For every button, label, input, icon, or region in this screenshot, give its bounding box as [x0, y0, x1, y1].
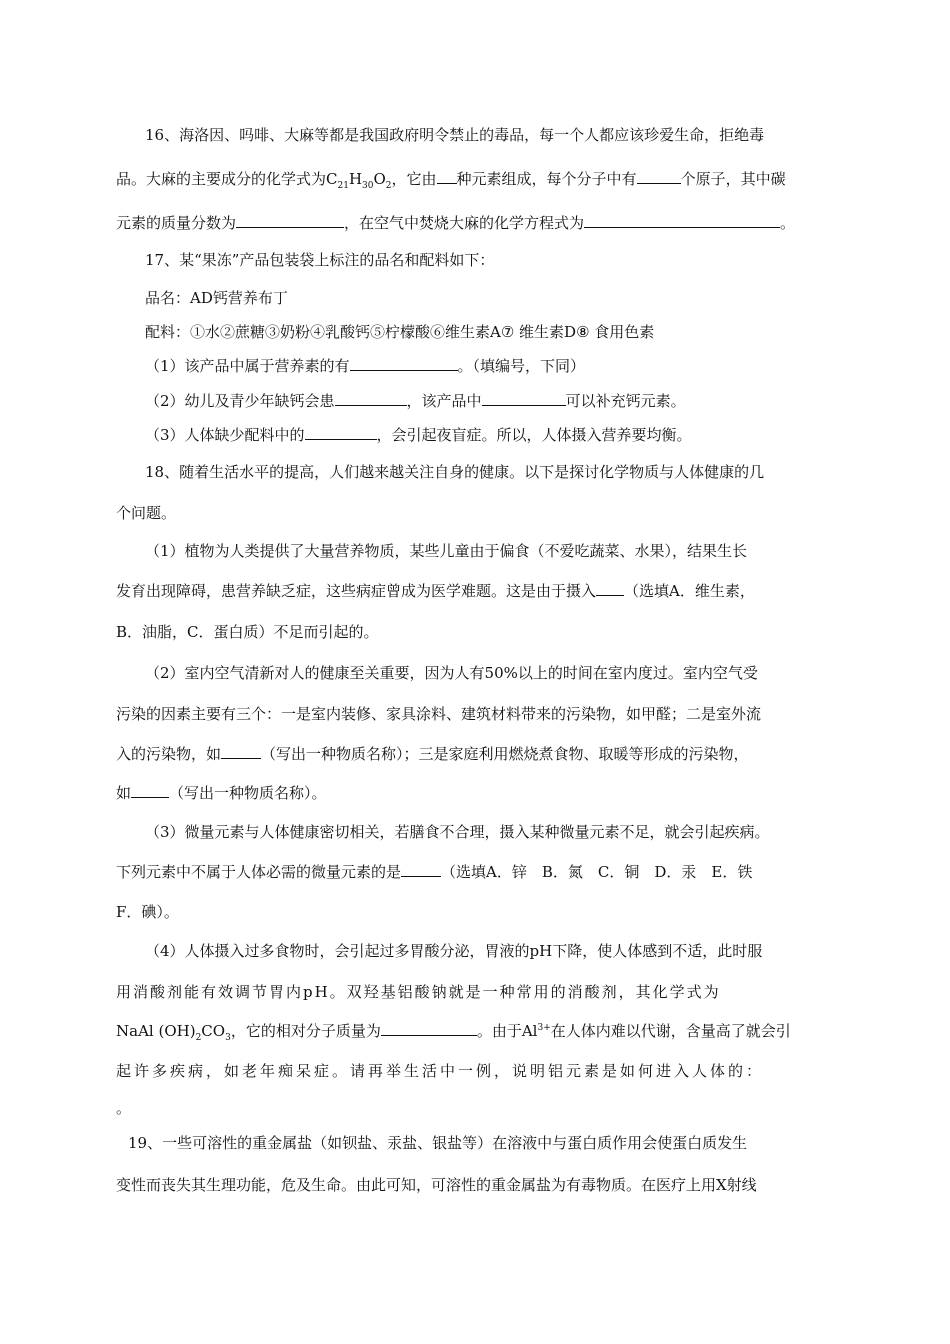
q18-p1-line-3: B．油脂，C．蛋白质）不足而引起的。: [116, 623, 379, 641]
q18-text: （选填A．锌 B．氮 C．铜 D．汞 E．铁: [441, 863, 753, 881]
q16-line-2: [116, 169, 786, 189]
subscript: 2: [195, 1033, 202, 1043]
answer-blank[interactable]: [637, 169, 681, 184]
q16-text: 。: [780, 214, 796, 232]
subscript: 21: [337, 181, 349, 191]
q16-text: 种元素组成，每个分子中有: [456, 170, 637, 188]
q17-intro: 17、某“果冻”产品包装袋上标注的品名和配料如下：: [145, 251, 495, 269]
q18-text: （选填A．维生素，: [624, 582, 755, 600]
q16-text: O: [373, 170, 386, 188]
answer-blank[interactable]: [221, 744, 261, 759]
q16-text: H: [348, 170, 363, 188]
subscript: 2: [385, 181, 392, 191]
q17-text: 可以补充钙元素。: [565, 392, 686, 410]
q18-text: （写出一种物质名称）；三是家庭利用燃烧煮食物、取暖等形成的污染物，: [261, 745, 749, 763]
answer-blank[interactable]: [236, 213, 344, 228]
q18-text: 。由于Al: [476, 1022, 538, 1040]
q16-text: ，在空气中焚烧大麻的化学方程式为: [344, 214, 585, 232]
q17-text: （3）人体缺少配料中的: [145, 426, 305, 444]
answer-blank[interactable]: [482, 391, 566, 406]
q17-text: ，会引起夜盲症。所以，人体摄入营养要均衡。: [376, 426, 692, 444]
q18-text: 下列元素中不属于人体必需的微量元素的是: [116, 863, 402, 881]
q18-p4-line-5: 。: [116, 1099, 132, 1117]
q18-text: 发育出现障碍，患营养缺乏症，这些病症曾成为医学难题。这是由于摄入: [116, 582, 597, 600]
q17-product-name: 品名：AD钙营养布丁: [145, 289, 288, 307]
q18-p1-line-1: （1）植物为人类提供了大量营养物质，某些儿童由于偏食（不爱吃蔬菜、水果），结果生长: [145, 542, 748, 560]
q16-text: ，它由: [391, 170, 437, 188]
q17-ingredients: 配料：①水②蔗糖③奶粉④乳酸钙⑤柠檬酸⑥维生素A⑦ 维生素D⑧ 食用色素: [145, 323, 655, 341]
q19-line-1: 19、一些可溶性的重金属盐（如钡盐、汞盐、银盐等）在溶液中与蛋白质作用会使蛋白质发生: [128, 1134, 748, 1152]
q18-p1-line-2: [116, 581, 755, 601]
q18-p2-line-1: （2）室内空气清新对人的健康至关重要，因为人有50%以上的时间在室内度过。室内空气受: [145, 664, 758, 682]
q17-sub-1: [145, 356, 585, 376]
subscript: 30: [362, 181, 374, 191]
q16-text: 个原子，其中碳: [680, 170, 786, 188]
q18-line-2: 个问题。: [116, 504, 177, 522]
q18-p2-line-2: 污染的因素主要有三个：一是室内装修、家具涂料、建筑材料带来的污染物，如甲醛；二是室外流: [116, 705, 762, 723]
superscript: 3+: [537, 1023, 551, 1033]
answer-blank[interactable]: [335, 391, 407, 406]
q19-line-2: 变性而丧失其生理功能，危及生命。由此可知，可溶性的重金属盐为有毒物质。在医疗上用X射线: [116, 1176, 757, 1194]
answer-blank[interactable]: [596, 581, 624, 596]
q18-text: CO: [201, 1022, 226, 1040]
answer-blank[interactable]: [131, 783, 169, 798]
answer-blank[interactable]: [381, 1021, 477, 1036]
q18-p4-line-2: 用消酸剂能有效调节胃内pH。双羟基铝酸钠就是一种常用的消酸剂，其化学式为: [116, 983, 721, 1001]
q18-p4-line-3: [116, 1021, 791, 1041]
q16-text: 品。大麻的主要成分的化学式为C: [116, 170, 338, 188]
q18-p2-line-4: [116, 783, 327, 803]
q18-text: 在人体内难以代谢，含量高了就会引: [550, 1022, 791, 1040]
q18-text: NaAl (OH): [116, 1022, 196, 1040]
q18-p4-line-4: 起许多疾病，如老年痴呆症。请再举生活中一例，说明铝元素是如何进入人体的：: [116, 1062, 765, 1080]
q18-text: （写出一种物质名称）。: [169, 784, 327, 802]
answer-blank[interactable]: [350, 356, 458, 371]
q18-p4-line-1: （4）人体摄入过多食物时，会引起过多胃酸分泌，胃液的pH下降，使人体感到不适，此时服: [145, 942, 763, 960]
q16-line-1: 16、海洛因、吗啡、大麻等都是我国政府明令禁止的毒品，每一个人都应该珍爱生命，拒绝毒: [145, 126, 765, 144]
q18-text: 入的污染物，如: [116, 745, 222, 763]
q17-sub-2: [145, 391, 686, 411]
q17-sub-3: [145, 425, 692, 445]
q18-p3-line-2: [116, 862, 752, 882]
q17-text: （1）该产品中属于营养素的有: [145, 357, 350, 375]
answer-blank[interactable]: [305, 425, 377, 440]
q17-text: ，该产品中: [406, 392, 482, 410]
q18-line-1: 18、随着生活水平的提高，人们越来越关注自身的健康。以下是探讨化学物质与人体健康的几: [145, 463, 765, 481]
answer-blank[interactable]: [437, 169, 457, 184]
answer-blank[interactable]: [584, 213, 780, 228]
answer-blank[interactable]: [401, 862, 441, 877]
q18-text: 如: [116, 784, 132, 802]
q17-text: （2）幼儿及青少年缺钙会患: [145, 392, 335, 410]
q16-text: 元素的质量分数为: [116, 214, 237, 232]
q18-text: ，它的相对分子质量为: [230, 1022, 381, 1040]
q18-p3-line-3: F．碘）。: [116, 903, 179, 921]
q16-line-3: [116, 213, 795, 233]
q18-p3-line-1: （3）微量元素与人体健康密切相关，若膳食不合理，摄入某种微量元素不足，就会引起疾病。: [145, 823, 770, 841]
subscript: 3: [225, 1033, 231, 1043]
q17-text: 。（填编号，下同）: [457, 357, 586, 375]
q18-p2-line-3: [116, 744, 749, 764]
